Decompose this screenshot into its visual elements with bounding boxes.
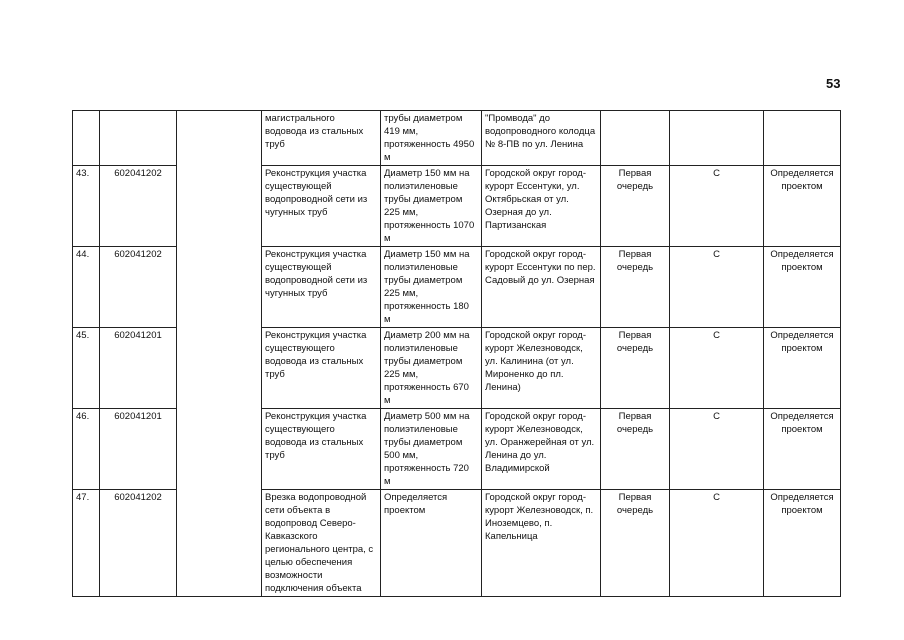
cell-category: С	[670, 409, 764, 490]
cell-category: С	[670, 247, 764, 328]
cell-num: 46.	[73, 409, 100, 490]
cell-location: Городской округ город-курорт Железноводск, ул. Калинина (от ул. Мироненко до пл. Ленина)	[482, 328, 601, 409]
cell-code: 602041202	[100, 490, 177, 597]
cell-category: С	[670, 328, 764, 409]
cell-code	[100, 111, 177, 166]
cell-cost: Определяется проектом	[764, 247, 841, 328]
cell-cost: Определяется проектом	[764, 490, 841, 597]
cell-name: Реконструкция участка существующей водопроводной сети из чугунных труб	[262, 166, 381, 247]
cell-category: С	[670, 166, 764, 247]
objects-table	[72, 110, 841, 597]
cell-params: Диаметр 200 мм на полиэтиленовые трубы диаметром 225 мм, протяженность 670 м	[381, 328, 482, 409]
cell-queue: Первая очередь	[601, 328, 670, 409]
cell-location: "Промвода" до водопроводного колодца № 8-ПВ по ул. Ленина	[482, 111, 601, 166]
cell-params: Диаметр 150 мм на полиэтиленовые трубы диаметром 225 мм, протяженность 1070 м	[381, 166, 482, 247]
cell-num: 45.	[73, 328, 100, 409]
cell-cost: Определяется проектом	[764, 409, 841, 490]
cell-queue: Первая очередь	[601, 409, 670, 490]
cell-location: Городской округ город-курорт Железноводск, ул. Оранжерейная от ул. Ленина до ул. Владимирской	[482, 409, 601, 490]
page-number: 53	[826, 76, 841, 91]
cell-name: Реконструкция участка существующей водопроводной сети из чугунных труб	[262, 247, 381, 328]
cell-params: Определяется проектом	[381, 490, 482, 597]
cell-code: 602041202	[100, 247, 177, 328]
cell-location: Городской округ город-курорт Железноводск, п. Иноземцево, п. Капельница	[482, 490, 601, 597]
cell-num: 47.	[73, 490, 100, 597]
cell-queue: Первая очередь	[601, 166, 670, 247]
cell-code: 602041202	[100, 166, 177, 247]
cell-num: 43.	[73, 166, 100, 247]
cell-queue: Первая очередь	[601, 247, 670, 328]
cell-params: Диаметр 500 мм на полиэтиленовые трубы диаметром 500 мм, протяженность 720 м	[381, 409, 482, 490]
cell-params: трубы диаметром 419 мм, протяженность 4950 м	[381, 111, 482, 166]
cell-code: 602041201	[100, 409, 177, 490]
cell-name: Реконструкция участка существующего водовода из стальных труб	[262, 328, 381, 409]
cell-empty-merged	[177, 111, 262, 597]
cell-code: 602041201	[100, 328, 177, 409]
cell-name: Реконструкция участка существующего водовода из стальных труб	[262, 409, 381, 490]
cell-category: С	[670, 490, 764, 597]
cell-name: магистрального водовода из стальных труб	[262, 111, 381, 166]
cell-params: Диаметр 150 мм на полиэтиленовые трубы диаметром 225 мм, протяженность 180 м	[381, 247, 482, 328]
cell-cost: Определяется проектом	[764, 166, 841, 247]
cell-category	[670, 111, 764, 166]
cell-queue	[601, 111, 670, 166]
cell-cost: Определяется проектом	[764, 328, 841, 409]
cell-num: 44.	[73, 247, 100, 328]
cell-num	[73, 111, 100, 166]
cell-location: Городской округ город-курорт Ессентуки по пер. Садовый до ул. Озерная	[482, 247, 601, 328]
cell-location: Городской округ город-курорт Ессентуки, ул. Октябрьская от ул. Озерная до ул. Партизанская	[482, 166, 601, 247]
table-row-continuation	[73, 111, 841, 166]
cell-cost	[764, 111, 841, 166]
cell-name: Врезка водопроводной сети объекта в водопровод Северо-Кавказского регионального центра, с целью обеспечения возможности подключения объекта	[262, 490, 381, 597]
cell-queue: Первая очередь	[601, 490, 670, 597]
